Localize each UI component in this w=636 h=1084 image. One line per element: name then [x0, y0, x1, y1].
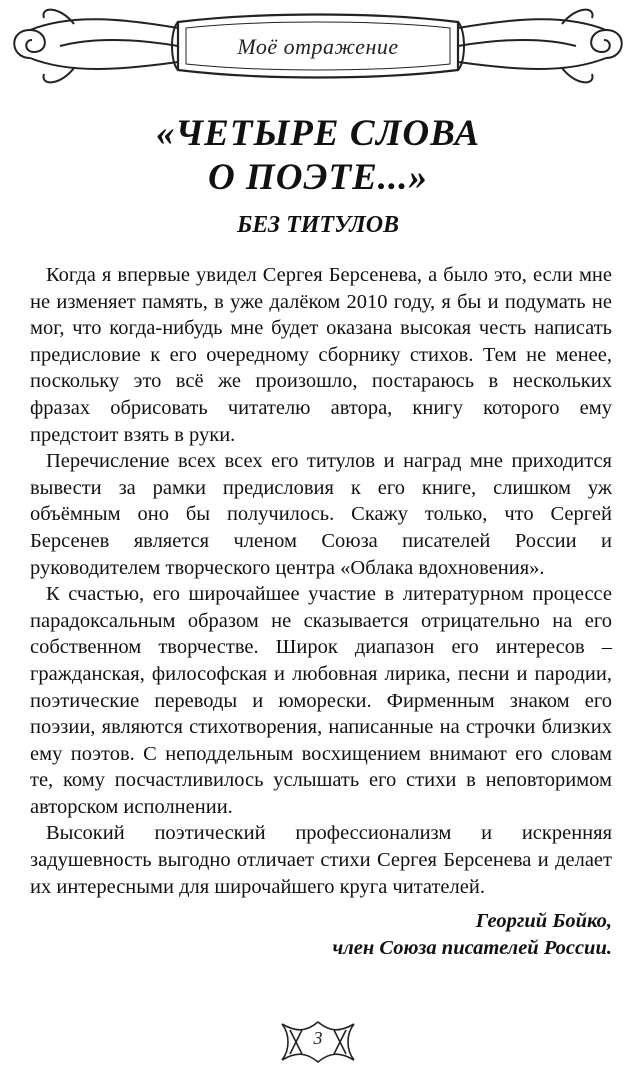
signature-role: член Союза писателей России. [332, 937, 612, 959]
article-subtitle: БЕЗ ТИТУЛОВ [236, 212, 400, 238]
page-number: 3 [313, 1028, 323, 1048]
article-title [0, 112, 636, 200]
paragraph: К счастью, его широчайшее участие в литературном процессе парадоксальным образом не сказывается отрицательно на его собственном творчестве. Широк диапазон его интересов – гражданская, философская и любовная лирика, песни и пародии, поэтические переводы и юморески. Фирменным знаком его поэзии, являются стихотворения, написанные на строчки близких ему поэтов. С неподдельным восхищением внимают его словам те, кому посчастливилось услышать его стихи в неповторимом авторском исполнении. [30, 583, 612, 818]
paragraph: Высокий поэтический профессионализм и искренняя задушевность выгодно отличает стихи Сергея Берсенева и делает их интересными для широчайшего круга читателей. [30, 822, 612, 898]
title-line-2: О ПОЭТЕ...» [207, 157, 429, 198]
article-body [30, 262, 612, 900]
paragraph: Когда я впервые увидел Сергея Берсенева, а было это, если мне не изменяет память, в уже далёком 2010 году, я бы и подумать не мог, что когда-нибудь мне будет оказана высокая честь написать предисловие к его очередному сборнику стихов. Тем не менее, поскольку это всё же произошло, постараюсь в нескольких фразах обрисовать читателю автора, книгу которого ему предстоит взять в руки. [30, 264, 612, 446]
signature-name: Георгий Бойко, [475, 910, 612, 932]
running-title: Моё отражение [237, 34, 399, 59]
title-line-1: «ЧЕТЫРЕ СЛОВА [155, 113, 481, 154]
paragraph: Перечисление всех всех его титулов и наград мне приходится вывести за рамки предисловия к его книге, слишком уж объёмным оно бы получилось. Скажу только, что Сергей Берсенев является членом Союза писателей России и руководителем творческого центра «Облака вдохновения». [30, 450, 612, 579]
running-header [178, 20, 458, 74]
signature [333, 908, 612, 962]
